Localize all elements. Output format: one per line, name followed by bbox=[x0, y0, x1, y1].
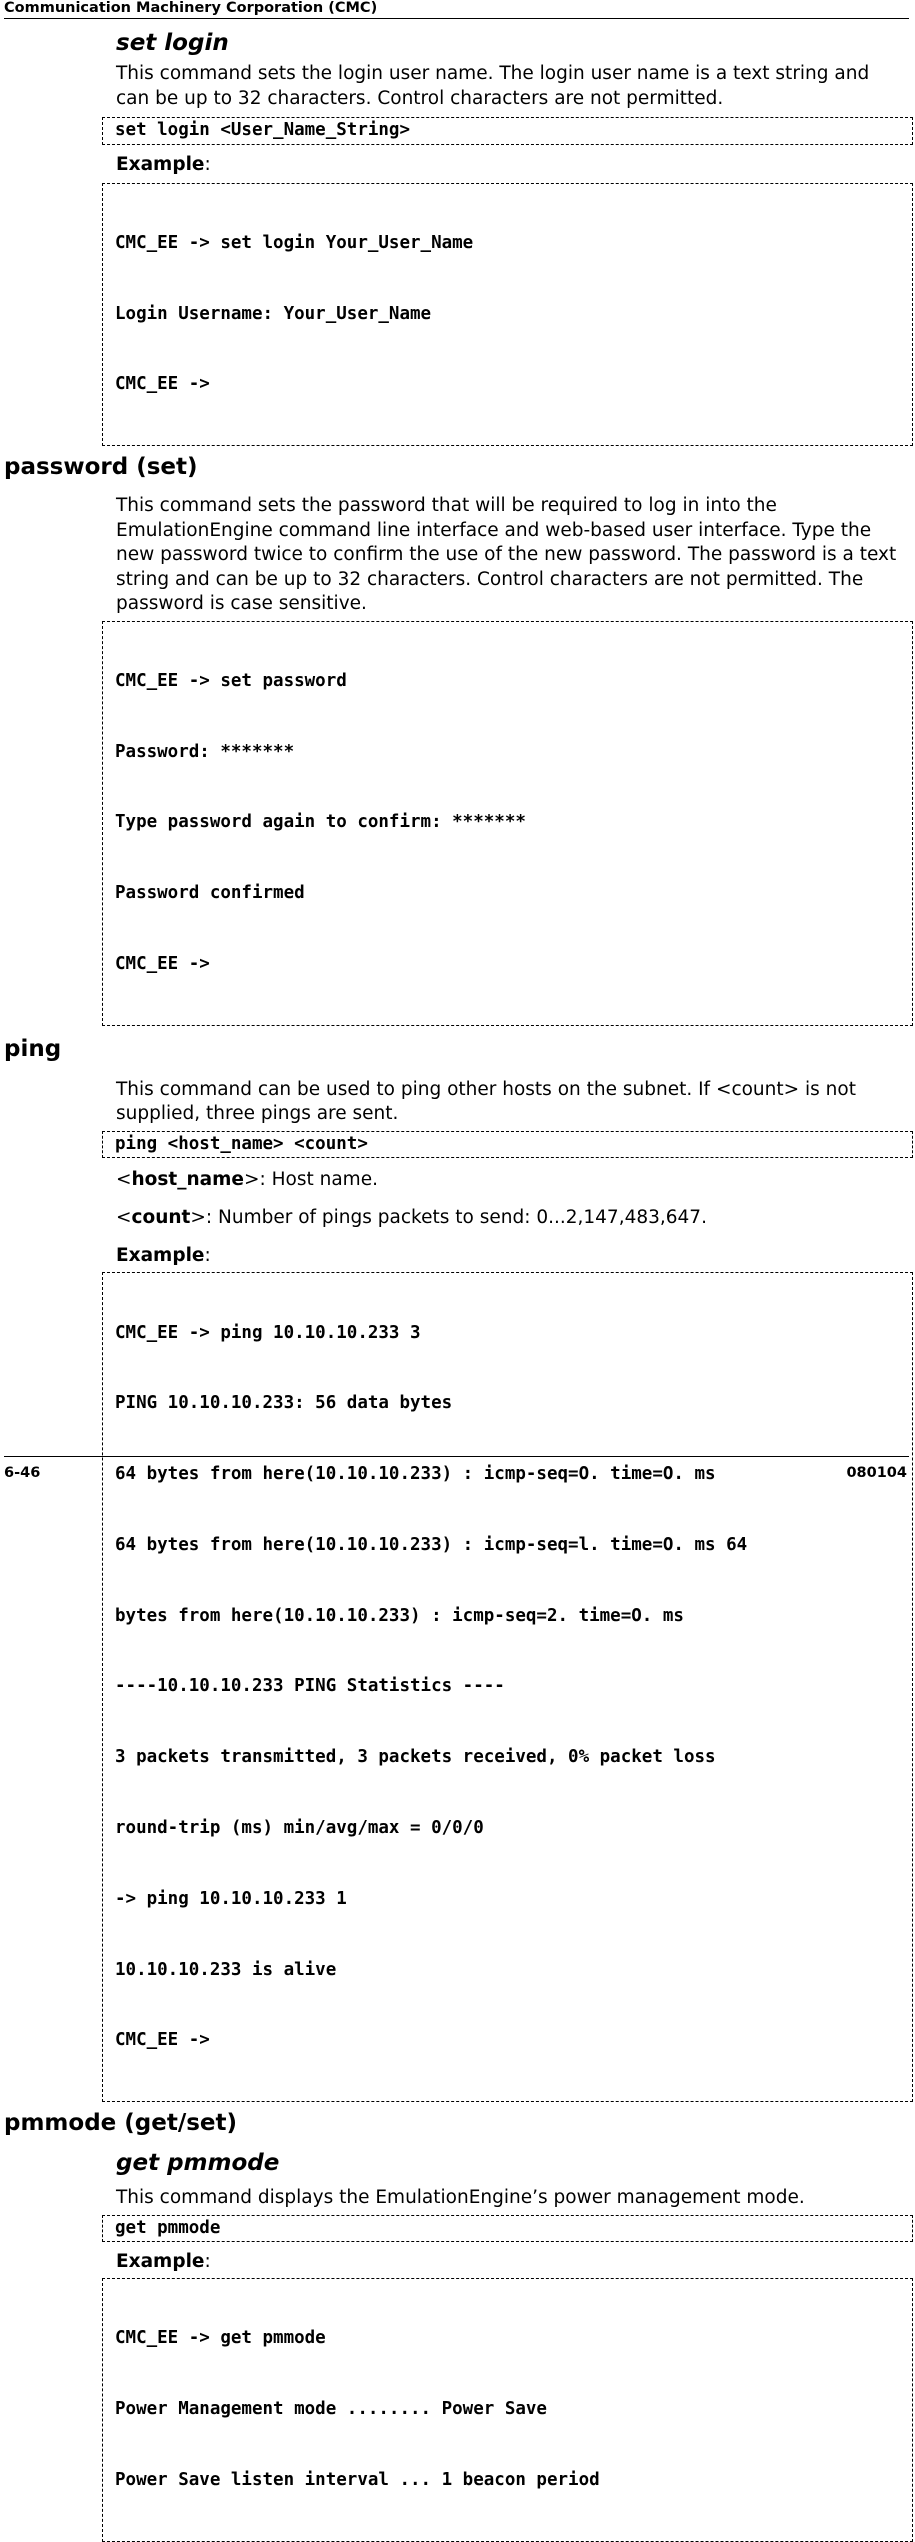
get-pmmode-heading: get pmmode bbox=[116, 2150, 280, 2177]
pmmode-heading: pmmode (get/set) bbox=[4, 2110, 238, 2137]
code-line: CMC_EE -> bbox=[115, 374, 210, 395]
password-example-box bbox=[102, 621, 913, 1026]
page-content bbox=[0, 28, 915, 2542]
ping-param-count: <count>: Number of pings packets to send: 0...2,147,483,647. bbox=[116, 1207, 707, 1229]
code-line: Type password again to confirm: ******* bbox=[115, 812, 526, 833]
code-line: CMC_EE -> bbox=[115, 953, 210, 974]
pmmode-description: This command displays the EmulationEngine’s power management mode. bbox=[116, 2187, 805, 2209]
code-line: bytes from here(10.10.10.233) : icmp-seq=2. time=O. ms bbox=[115, 1605, 684, 1626]
ping-heading: ping bbox=[4, 1035, 62, 1062]
footer-divider bbox=[4, 1456, 909, 1457]
ping-param-host-name: <host_name>: Host name. bbox=[116, 1169, 378, 1191]
page-number: 6-46 bbox=[4, 1465, 41, 1481]
password-description: This command sets the password that will be required to log in into the EmulationEngine command line interface and web-based user interface. Type the new password twice to confirm the use of the new password. The password is a text string and can be up to 32 characters. Control characters are not permitted. The password is case sensitive. bbox=[116, 495, 897, 615]
pmmode-syntax-box bbox=[102, 2215, 913, 2243]
syntax-line: ping <host_name> <count> bbox=[115, 1133, 368, 1154]
code-line: CMC_EE -> ping 10.10.10.233 3 bbox=[115, 1322, 421, 1343]
code-line: CMC_EE -> set login Your_User_Name bbox=[115, 232, 474, 253]
ping-example-box bbox=[102, 1272, 913, 2102]
code-line: 64 bytes from here(10.10.10.233) : icmp-seq=O. time=O. ms bbox=[115, 1464, 716, 1485]
set-login-example-label: Example: bbox=[116, 153, 211, 175]
code-line: 64 bytes from here(10.10.10.233) : icmp-seq=l. time=O. ms 64 bbox=[115, 1534, 748, 1555]
code-line: Login Username: Your_User_Name bbox=[115, 303, 432, 324]
set-login-syntax-box bbox=[102, 117, 913, 145]
ping-description: This command can be used to ping other hosts on the subnet. If <count> is not supplied, three pings are sent. bbox=[116, 1078, 856, 1125]
code-line: ----10.10.10.233 PING Statistics ---- bbox=[115, 1676, 505, 1697]
code-line: 3 packets transmitted, 3 packets received, 0% packet loss bbox=[115, 1747, 716, 1768]
syntax-line: get pmmode bbox=[115, 2217, 221, 2238]
page-header: Communication Machinery Corporation (CMC) bbox=[4, 0, 909, 19]
set-login-example-box bbox=[102, 183, 913, 447]
code-line: Password confirmed bbox=[115, 883, 305, 904]
code-line: CMC_EE -> get pmmode bbox=[115, 2328, 326, 2349]
code-line: 10.10.10.233 is alive bbox=[115, 1959, 337, 1980]
document-code: 080104 bbox=[846, 1465, 907, 1481]
code-line: Power Management mode ........ Power Save bbox=[115, 2399, 547, 2420]
code-line: PING 10.10.10.233: 56 data bytes bbox=[115, 1393, 453, 1414]
ping-syntax-box bbox=[102, 1131, 913, 1159]
ping-example-label: Example: bbox=[116, 1245, 211, 1267]
pmmode-example-label: Example: bbox=[116, 2251, 211, 2273]
set-login-description: This command sets the login user name. The login user name is a text string and can be up to 32 characters. Control characters are not permitted. bbox=[116, 63, 870, 109]
code-line: CMC_EE -> set password bbox=[115, 670, 347, 691]
code-line: CMC_EE -> bbox=[115, 2030, 210, 2051]
syntax-line: set login <User_Name_String> bbox=[115, 120, 411, 140]
pmmode-example-box bbox=[102, 2278, 913, 2542]
set-login-heading: set login bbox=[116, 30, 229, 56]
code-line: round-trip (ms) min/avg/max = 0/0/0 bbox=[115, 1817, 484, 1838]
code-line: Power Save listen interval ... 1 beacon period bbox=[115, 2469, 600, 2490]
code-line: -> ping 10.10.10.233 1 bbox=[115, 1888, 347, 1909]
password-heading: password (set) bbox=[4, 454, 198, 481]
code-line: Password: ******* bbox=[115, 741, 295, 762]
